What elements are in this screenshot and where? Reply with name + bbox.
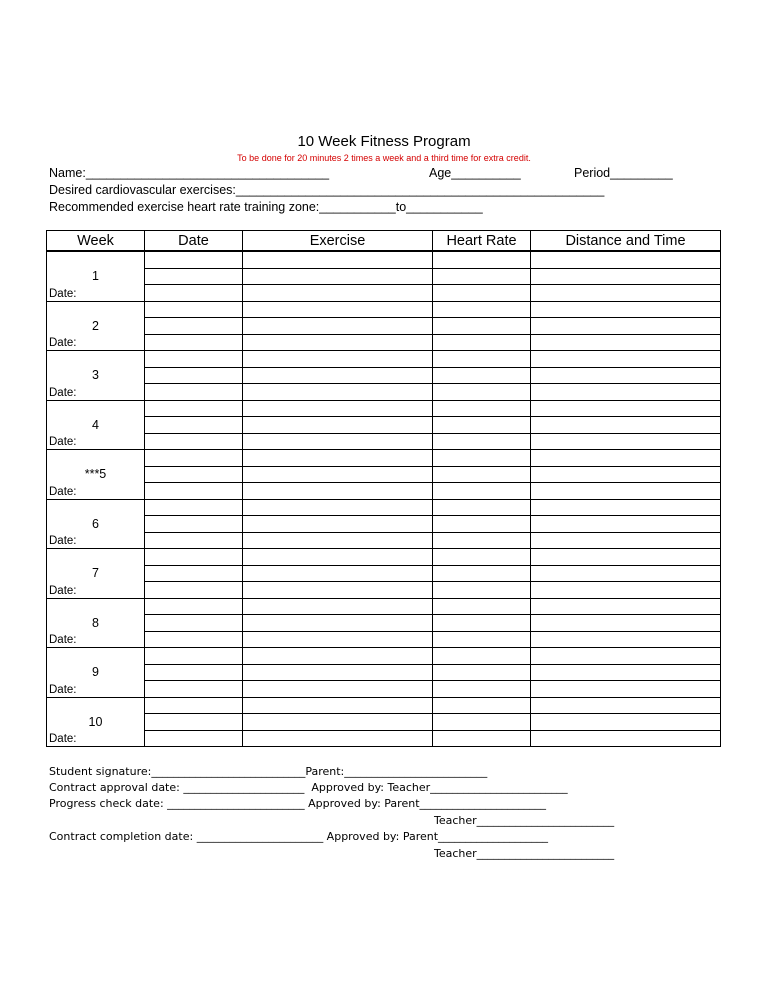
week-date-label: Date: — [49, 683, 77, 696]
age-field[interactable]: Age__________ — [429, 166, 521, 180]
heart-rate-cell[interactable] — [433, 549, 531, 566]
page-title: 10 Week Fitness Program — [297, 133, 471, 150]
distance-time-cell[interactable] — [531, 301, 721, 318]
exercise-cell[interactable] — [243, 400, 433, 417]
column-header-distance-time: Distance and Time — [531, 231, 721, 252]
exercise-cell[interactable] — [243, 582, 433, 599]
table-row — [47, 400, 721, 417]
week-number: 8 — [92, 615, 99, 630]
heart-rate-cell[interactable] — [433, 730, 531, 747]
week-number: 2 — [92, 318, 99, 333]
week-cell — [47, 648, 145, 698]
table-row — [47, 466, 721, 483]
heart-rate-cell[interactable] — [433, 664, 531, 681]
distance-time-cell[interactable] — [531, 648, 721, 665]
exercise-cell[interactable] — [243, 268, 433, 285]
table-row — [47, 318, 721, 335]
table-row — [47, 598, 721, 615]
heart-rate-cell[interactable] — [433, 714, 531, 731]
student-signature-line[interactable]: Student signature:____________________________Parent:__________________________ — [49, 765, 488, 778]
week-cell — [47, 351, 145, 401]
exercise-cell[interactable] — [243, 730, 433, 747]
week-number: 3 — [92, 368, 99, 382]
contract-approval-line[interactable]: Contract approval date: ______________________ Approved by: Teacher_________________________ — [49, 781, 568, 794]
exercise-cell[interactable] — [243, 384, 433, 401]
cardio-exercises-field[interactable]: Desired cardiovascular exercises:_____________________________________________________ — [49, 183, 605, 197]
distance-time-cell[interactable] — [531, 565, 721, 582]
heart-rate-cell[interactable] — [433, 516, 531, 533]
table-row — [47, 549, 721, 566]
table-row — [47, 499, 721, 516]
fitness-log-table — [46, 230, 721, 747]
date-cell[interactable] — [145, 598, 243, 615]
distance-time-cell[interactable] — [531, 598, 721, 615]
page-subtitle: To be done for 20 minutes 2 times a week and a third time for extra credit. — [237, 153, 531, 163]
table-row — [47, 268, 721, 285]
name-field[interactable]: Name:___________________________________ — [49, 166, 330, 180]
exercise-cell[interactable] — [243, 433, 433, 450]
week-date-label: Date: — [49, 634, 77, 646]
heart-rate-cell[interactable] — [433, 400, 531, 417]
distance-time-cell[interactable] — [531, 334, 721, 351]
exercise-cell[interactable] — [243, 351, 433, 368]
week-date-label: Date: — [49, 733, 77, 745]
date-cell[interactable] — [145, 268, 243, 285]
week-cell — [47, 301, 145, 351]
distance-time-cell[interactable] — [531, 466, 721, 483]
distance-time-cell[interactable] — [531, 450, 721, 467]
table-row — [47, 631, 721, 648]
date-cell[interactable] — [145, 417, 243, 434]
week-number: 6 — [92, 516, 99, 531]
date-cell[interactable] — [145, 466, 243, 483]
date-cell[interactable] — [145, 301, 243, 318]
exercise-cell[interactable] — [243, 251, 433, 268]
exercise-cell[interactable] — [243, 714, 433, 731]
exercise-cell[interactable] — [243, 516, 433, 533]
exercise-cell[interactable] — [243, 664, 433, 681]
distance-time-cell[interactable] — [531, 483, 721, 500]
table-row — [47, 433, 721, 450]
exercise-cell[interactable] — [243, 301, 433, 318]
period-field[interactable]: Period_________ — [574, 166, 673, 180]
week-date-label: Date: — [49, 337, 77, 349]
table-row — [47, 714, 721, 731]
exercise-cell[interactable] — [243, 367, 433, 384]
distance-time-cell[interactable] — [531, 532, 721, 549]
date-cell[interactable] — [145, 351, 243, 368]
date-cell[interactable] — [145, 483, 243, 500]
distance-time-cell[interactable] — [531, 268, 721, 285]
column-header-week: Week — [47, 231, 145, 252]
week-date-label: Date: — [49, 287, 77, 300]
week-date-label: Date: — [49, 386, 77, 399]
distance-time-cell[interactable] — [531, 631, 721, 648]
column-header-exercise: Exercise — [243, 231, 433, 252]
heart-rate-cell[interactable] — [433, 417, 531, 434]
week-cell — [47, 697, 145, 747]
column-header-date: Date — [145, 231, 243, 252]
date-cell[interactable] — [145, 318, 243, 335]
contract-completion-line[interactable]: Contract completion date: _______________________ Approved by: Parent____________________ — [49, 830, 549, 843]
date-cell[interactable] — [145, 400, 243, 417]
heart-rate-cell[interactable] — [433, 598, 531, 615]
heart-rate-cell[interactable] — [433, 631, 531, 648]
heart-rate-cell[interactable] — [433, 384, 531, 401]
heart-rate-cell[interactable] — [433, 450, 531, 467]
heart-rate-cell[interactable] — [433, 318, 531, 335]
exercise-cell[interactable] — [243, 615, 433, 632]
distance-time-cell[interactable] — [531, 400, 721, 417]
table-row — [47, 251, 721, 268]
exercise-cell[interactable] — [243, 483, 433, 500]
exercise-cell[interactable] — [243, 499, 433, 516]
date-cell[interactable] — [145, 648, 243, 665]
table-row — [47, 648, 721, 665]
heart-rate-cell[interactable] — [433, 301, 531, 318]
exercise-cell[interactable] — [243, 648, 433, 665]
week-number: 4 — [92, 417, 99, 432]
heart-rate-cell[interactable] — [433, 648, 531, 665]
week-number: 10 — [88, 714, 103, 729]
distance-time-cell[interactable] — [531, 285, 721, 302]
week-cell — [47, 549, 145, 599]
table-row — [47, 730, 721, 747]
date-cell[interactable] — [145, 615, 243, 632]
distance-time-cell[interactable] — [531, 318, 721, 335]
week-number: 1 — [92, 269, 99, 283]
week-date-label: Date: — [49, 584, 77, 597]
date-cell[interactable] — [145, 565, 243, 582]
exercise-cell[interactable] — [243, 285, 433, 302]
exercise-cell[interactable] — [243, 318, 433, 335]
heart-rate-cell[interactable] — [433, 466, 531, 483]
date-cell[interactable] — [145, 730, 243, 747]
date-cell[interactable] — [145, 384, 243, 401]
distance-time-cell[interactable] — [531, 681, 721, 698]
week-date-label: Date: — [49, 485, 77, 498]
date-cell[interactable] — [145, 516, 243, 533]
heart-rate-cell[interactable] — [433, 615, 531, 632]
week-cell — [47, 400, 145, 450]
exercise-cell[interactable] — [243, 549, 433, 566]
date-cell[interactable] — [145, 334, 243, 351]
date-cell[interactable] — [145, 697, 243, 714]
exercise-cell[interactable] — [243, 565, 433, 582]
exercise-cell[interactable] — [243, 417, 433, 434]
date-cell[interactable] — [145, 251, 243, 268]
heart-rate-cell[interactable] — [433, 334, 531, 351]
table-row — [47, 664, 721, 681]
distance-time-cell[interactable] — [531, 499, 721, 516]
distance-time-cell[interactable] — [531, 582, 721, 599]
heart-rate-cell[interactable] — [433, 565, 531, 582]
progress-check-line[interactable]: Progress check date: _________________________ Approved by: Parent_______________________ — [49, 797, 547, 810]
date-cell[interactable] — [145, 714, 243, 731]
distance-time-cell[interactable] — [531, 367, 721, 384]
table-row — [47, 367, 721, 384]
distance-time-cell[interactable] — [531, 251, 721, 268]
table-row — [47, 285, 721, 302]
heart-rate-cell[interactable] — [433, 582, 531, 599]
completion-teacher-line[interactable]: Teacher_________________________ — [434, 847, 615, 860]
heart-rate-cell[interactable] — [433, 285, 531, 302]
exercise-cell[interactable] — [243, 466, 433, 483]
date-cell[interactable] — [145, 285, 243, 302]
table-row — [47, 384, 721, 401]
table-row — [47, 351, 721, 368]
week-date-label: Date: — [49, 535, 77, 547]
week-number: 7 — [92, 566, 99, 580]
exercise-cell[interactable] — [243, 681, 433, 698]
distance-time-cell[interactable] — [531, 664, 721, 681]
exercise-cell[interactable] — [243, 697, 433, 714]
table-row — [47, 565, 721, 582]
distance-time-cell[interactable] — [531, 433, 721, 450]
week-number: 9 — [92, 665, 99, 679]
date-cell[interactable] — [145, 367, 243, 384]
table-row — [47, 301, 721, 318]
week-cell — [47, 499, 145, 549]
date-cell[interactable] — [145, 549, 243, 566]
table-row — [47, 483, 721, 500]
heart-rate-cell[interactable] — [433, 681, 531, 698]
week-date-label: Date: — [49, 436, 77, 448]
table-row — [47, 532, 721, 549]
heart-rate-cell[interactable] — [433, 499, 531, 516]
exercise-cell[interactable] — [243, 631, 433, 648]
distance-time-cell[interactable] — [531, 351, 721, 368]
heart-rate-cell[interactable] — [433, 697, 531, 714]
date-cell[interactable] — [145, 681, 243, 698]
distance-time-cell[interactable] — [531, 697, 721, 714]
date-cell[interactable] — [145, 631, 243, 648]
distance-time-cell[interactable] — [531, 417, 721, 434]
table-row — [47, 615, 721, 632]
heart-rate-cell[interactable] — [433, 367, 531, 384]
date-cell[interactable] — [145, 499, 243, 516]
week-cell — [47, 251, 145, 301]
distance-time-cell[interactable] — [531, 549, 721, 566]
date-cell[interactable] — [145, 532, 243, 549]
distance-time-cell[interactable] — [531, 615, 721, 632]
distance-time-cell[interactable] — [531, 730, 721, 747]
table-row — [47, 334, 721, 351]
date-cell[interactable] — [145, 582, 243, 599]
exercise-cell[interactable] — [243, 532, 433, 549]
heart-rate-cell[interactable] — [433, 351, 531, 368]
week-cell — [47, 598, 145, 648]
table-row — [47, 681, 721, 698]
distance-time-cell[interactable] — [531, 384, 721, 401]
heart-rate-zone-field[interactable]: Recommended exercise heart rate training zone:___________to___________ — [49, 200, 483, 214]
date-cell[interactable] — [145, 433, 243, 450]
heart-rate-cell[interactable] — [433, 251, 531, 268]
heart-rate-cell[interactable] — [433, 532, 531, 549]
table-row — [47, 417, 721, 434]
table-row — [47, 697, 721, 714]
exercise-cell[interactable] — [243, 334, 433, 351]
date-cell[interactable] — [145, 450, 243, 467]
table-row — [47, 582, 721, 599]
week-number: ***5 — [84, 467, 107, 481]
exercise-cell[interactable] — [243, 450, 433, 467]
heart-rate-cell[interactable] — [433, 433, 531, 450]
distance-time-cell[interactable] — [531, 714, 721, 731]
distance-time-cell[interactable] — [531, 516, 721, 533]
table-body — [47, 251, 721, 747]
week-cell — [47, 450, 145, 500]
table-row — [47, 450, 721, 467]
exercise-cell[interactable] — [243, 598, 433, 615]
heart-rate-cell[interactable] — [433, 483, 531, 500]
date-cell[interactable] — [145, 664, 243, 681]
table-row — [47, 516, 721, 533]
heart-rate-cell[interactable] — [433, 268, 531, 285]
column-header-heart-rate: Heart Rate — [433, 231, 531, 252]
progress-teacher-line[interactable]: Teacher_________________________ — [434, 814, 615, 827]
